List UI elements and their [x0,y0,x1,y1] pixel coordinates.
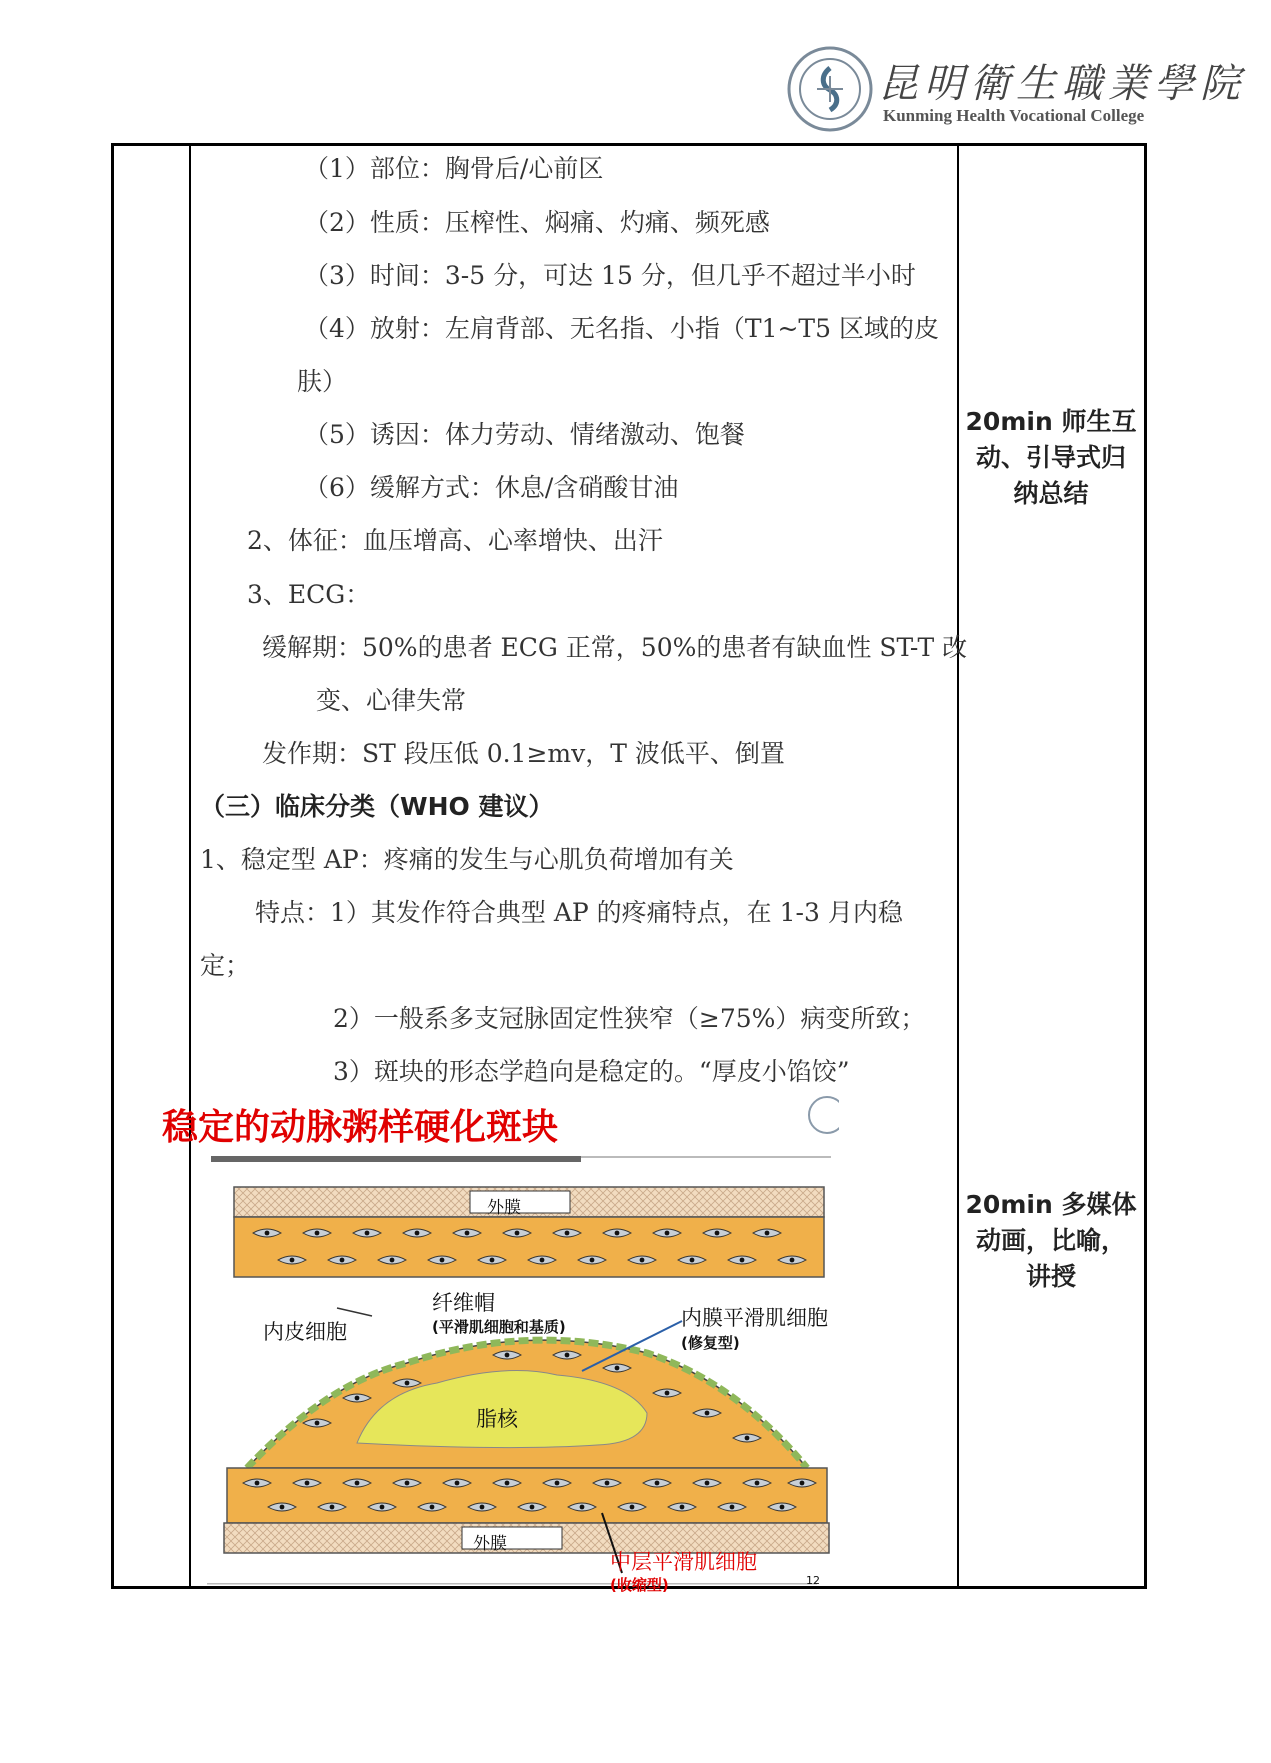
side-note-line: 动画，比喻， [975,1226,1126,1255]
lipid-core-label: 脂核 [476,1407,518,1431]
content-line: （6）缓解方式：休息/含硝酸甘油 [304,473,679,502]
medial-smc-label: 中层平滑肌细胞 [610,1550,757,1574]
side-note-2 [957,1187,1145,1295]
content-line: 发作期：ST 段压低 0.1≥mv，T 波低平、倒置 [262,739,785,768]
side-note-line: 20min 师生互 [965,407,1137,436]
intimal-smc-sub-label: (修复型) [681,1334,740,1352]
content-line: （5）诱因：体力劳动、情绪激动、饱餐 [304,420,745,449]
side-note-line: 20min 多媒体 [965,1190,1137,1219]
intimal-smc-label: 内膜平滑肌细胞 [681,1306,828,1330]
college-name-en: Kunming Health Vocational College [883,106,1145,125]
content-line: 2、体征：血压增高、心率增快、出汗 [247,526,663,555]
content-line: 特点：1）其发作符合典型 AP 的疼痛特点，在 1-3 月内稳 [255,898,903,927]
outer-membrane-bottom-label: 外膜 [473,1534,507,1554]
section-heading: （三）临床分类（WHO 建议） [200,792,554,821]
column-divider-2 [957,146,959,1586]
endothelial-cell-label: 内皮细胞 [263,1320,347,1344]
content-line: 1、稳定型 AP：疼痛的发生与心肌负荷增加有关 [200,845,734,874]
medial-smc-sub-label: (收缩型) [610,1576,669,1594]
fibrous-cap-label: 纤维帽 [432,1291,495,1315]
outer-membrane-top-label: 外膜 [487,1198,521,1218]
slide-title: 稳定的动脉粥样硬化斑块 [161,1107,558,1148]
content-line: （3）时间：3-5 分，可达 15 分，但几乎不超过半小时 [304,261,916,290]
content-line: 肤） [297,367,348,396]
content-line: （4）放射：左肩背部、无名指、小指（T1~T5 区域的皮 [304,314,939,343]
side-note-line: 纳总结 [1013,479,1089,508]
content-line: 变、心律失常 [316,686,467,715]
college-name-cn: 昆明衛生職業學院 [878,61,1246,107]
content-line: （1）部位：胸骨后/心前区 [304,154,604,183]
content-line: 缓解期：50%的患者 ECG 正常，50%的患者有缺血性 ST-T 改 [262,633,968,662]
column-divider-1 [189,146,191,1586]
content-line: 2）一般系多支冠脉固定性狭窄（≥75%）病变所致； [333,1004,926,1033]
content-line: 3、ECG： [247,580,371,609]
content-line: （2）性质：压榨性、焖痛、灼痛、频死感 [304,208,770,237]
fibrous-cap-sub-label: (平滑肌细胞和基质) [432,1318,566,1336]
side-note-line: 讲授 [1025,1262,1076,1291]
college-logo-icon [787,46,873,132]
content-line: 3）斑块的形态学趋向是稳定的。“厚皮小馅饺” [333,1057,850,1086]
content-line: 定； [200,951,251,980]
side-note-1 [957,404,1145,512]
side-note-line: 动、引导式归 [975,443,1126,472]
slide-page-number: 12 [806,1574,820,1587]
